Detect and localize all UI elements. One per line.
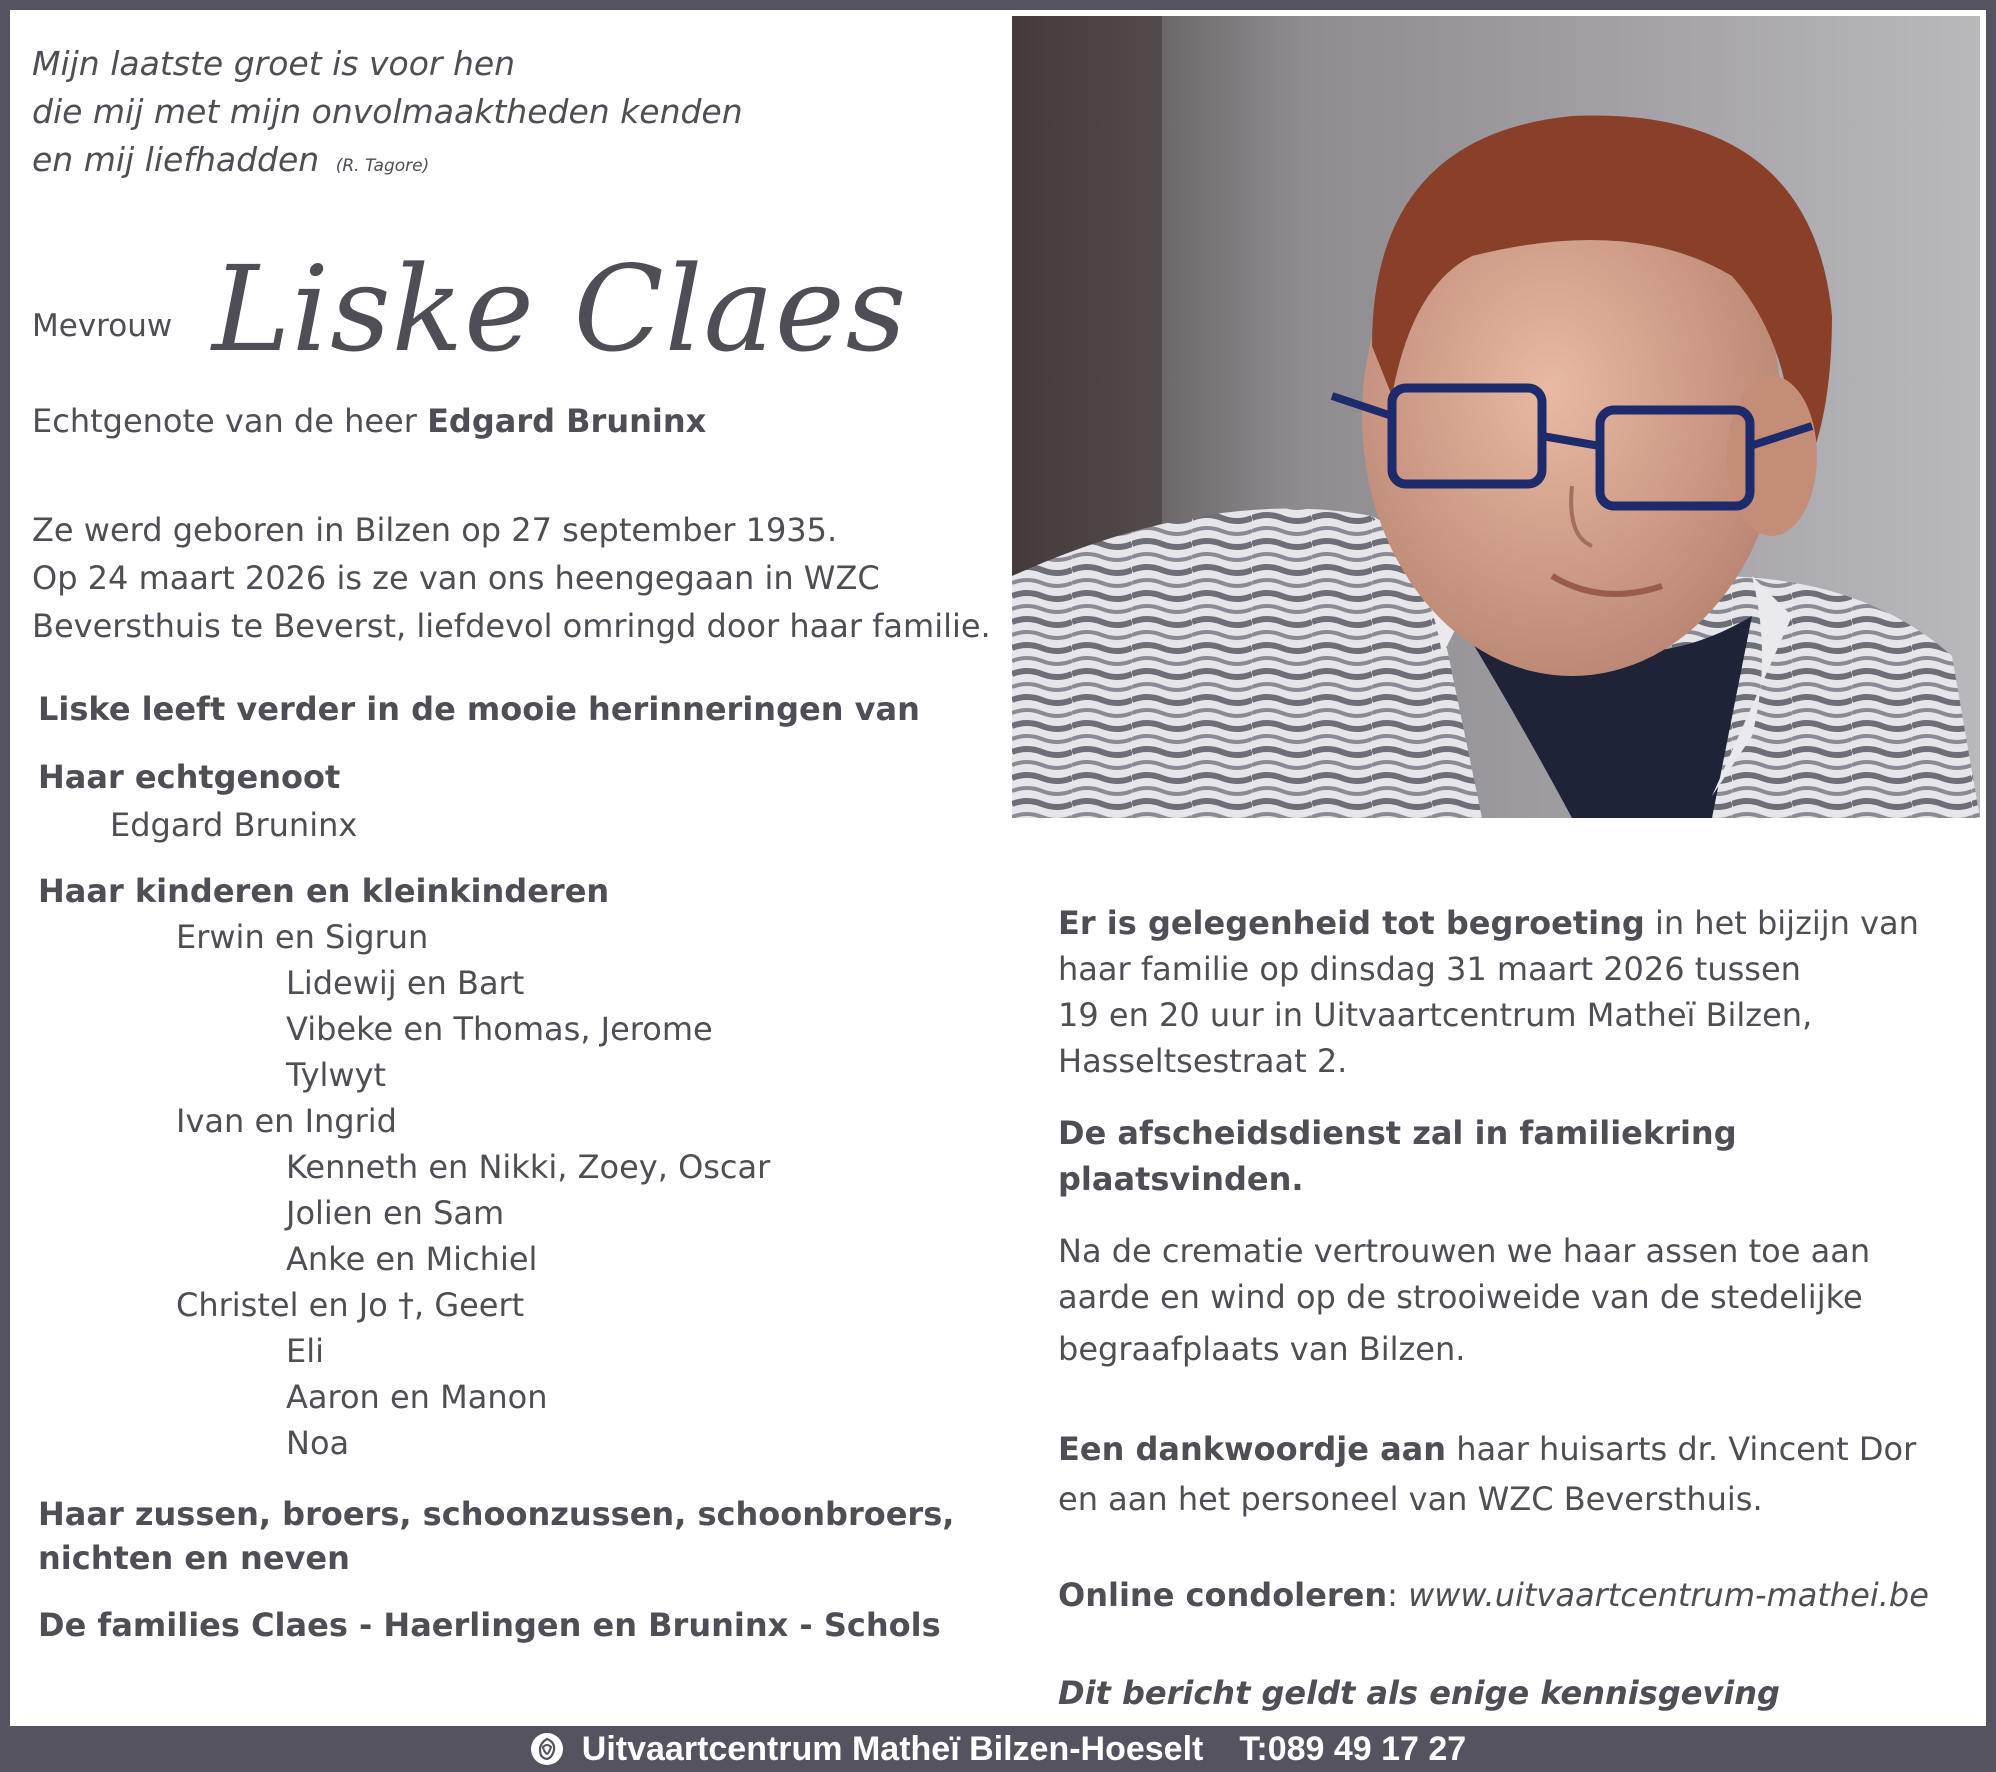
family-list [38, 690, 988, 1644]
footer-bar [0, 1726, 1996, 1772]
greeting-rest: in het bijzijn van [1644, 904, 1919, 942]
spouse-name: Edgard Bruninx [427, 402, 707, 440]
quote-line-3-wrap [32, 136, 992, 190]
portrait-illustration [1012, 16, 1980, 818]
quote-line-3: en mij liefhadden [32, 140, 320, 179]
child-entry: Christel en Jo †, Geert [176, 1286, 525, 1324]
grandchild-entry: Aaron en Manon [286, 1378, 548, 1416]
footer-company: Uitvaartcentrum Matheï Bilzen-Hoeselt [581, 1729, 1204, 1768]
families-line: De families Claes - Haerlingen en Bruninx - Schols [38, 1606, 941, 1644]
grandchild-entry: Tylwyt [286, 1056, 387, 1094]
thanks-bold: Een dankwoordje aan [1058, 1430, 1447, 1468]
thanks-line-1 [1058, 1426, 1968, 1472]
quote-line-1: Mijn laatste groet is voor hen [32, 44, 516, 83]
quote-block [32, 40, 992, 190]
child-entry: Ivan en Ingrid [176, 1102, 397, 1140]
biography [32, 506, 991, 650]
online-separator: : [1387, 1576, 1409, 1614]
thanks-rest: haar huisarts dr. Vincent Dor [1446, 1430, 1917, 1468]
notice-text: Dit bericht geldt als enige kennisgeving [1058, 1674, 1780, 1712]
deceased-title: Mevrouw [32, 308, 173, 344]
spouse-entry: Edgard Bruninx [110, 806, 358, 844]
spouse-prefix: Echtgenote van de heer [32, 402, 417, 440]
grandchild-entry: Eli [286, 1332, 324, 1370]
footer-phone[interactable]: T:089 49 17 27 [1239, 1729, 1467, 1768]
grandchild-entry: Lidewij en Bart [286, 964, 525, 1002]
cremation-line-3: begraafplaats van Bilzen. [1058, 1330, 1466, 1368]
portrait-photo [1012, 16, 1980, 818]
bio-line-1: Ze werd geboren in Bilzen op 27 september 1935. [32, 511, 838, 549]
deceased-name-row [32, 220, 992, 390]
grandchild-entry: Vibeke en Thomas, Jerome [286, 1010, 713, 1048]
death-notice-card [10, 10, 1986, 1726]
greeting-line-3: 19 en 20 uur in Uitvaartcentrum Matheï Bilzen, [1058, 996, 1813, 1034]
child-entry: Erwin en Sigrun [176, 918, 429, 956]
rose-logo-icon [530, 1732, 564, 1766]
siblings-line-2: nichten en neven [38, 1539, 350, 1577]
cremation-line-2: aarde en wind op de strooiweide van de stedelijke [1058, 1278, 1863, 1316]
greeting-bold: Er is gelegenheid tot begroeting [1058, 904, 1645, 942]
family-intro: Liske leeft verder in de mooie herinneringen van [38, 690, 920, 728]
grandchild-entry: Noa [286, 1424, 350, 1462]
online-condolences [1058, 1572, 1968, 1618]
farewell-text: De afscheidsdienst zal in familiekring plaatsvinden. [1058, 1114, 1737, 1198]
quote-line-2: die mij met mijn onvolmaaktheden kenden [32, 92, 743, 131]
greeting-line-1 [1058, 900, 1968, 946]
bio-line-2: Op 24 maart 2026 is ze van ons heengegaan in WZC [32, 559, 880, 597]
thanks-line-2: en aan het personeel van WZC Beversthuis. [1058, 1480, 1763, 1518]
deceased-name: Liske Claes [212, 240, 908, 378]
quote-citation: (R. Tagore) [335, 156, 430, 176]
children-heading: Haar kinderen en kleinkinderen [38, 872, 610, 910]
spouse-line [32, 402, 706, 440]
grandchild-entry: Jolien en Sam [286, 1194, 505, 1232]
greeting-line-4: Hasseltsestraat 2. [1058, 1042, 1348, 1080]
farewell-line [1058, 1110, 1968, 1202]
bio-line-3: Beversthuis te Beverst, liefdevol omringd door haar familie. [32, 607, 991, 645]
service-details [1058, 900, 1968, 1716]
grandchild-entry: Kenneth en Nikki, Zoey, Oscar [286, 1148, 771, 1186]
notice-line [1058, 1670, 1968, 1716]
online-label: Online condoleren [1058, 1576, 1388, 1614]
greeting-line-2: haar familie op dinsdag 31 maart 2026 tussen [1058, 950, 1801, 988]
grandchild-entry: Anke en Michiel [286, 1240, 538, 1278]
cremation-line-1: Na de crematie vertrouwen we haar assen toe aan [1058, 1232, 1871, 1270]
spouse-heading: Haar echtgenoot [38, 758, 341, 796]
online-url-link[interactable]: www.uitvaartcentrum-mathei.be [1408, 1576, 1929, 1614]
siblings-line-1: Haar zussen, broers, schoonzussen, schoonbroers, [38, 1495, 955, 1533]
